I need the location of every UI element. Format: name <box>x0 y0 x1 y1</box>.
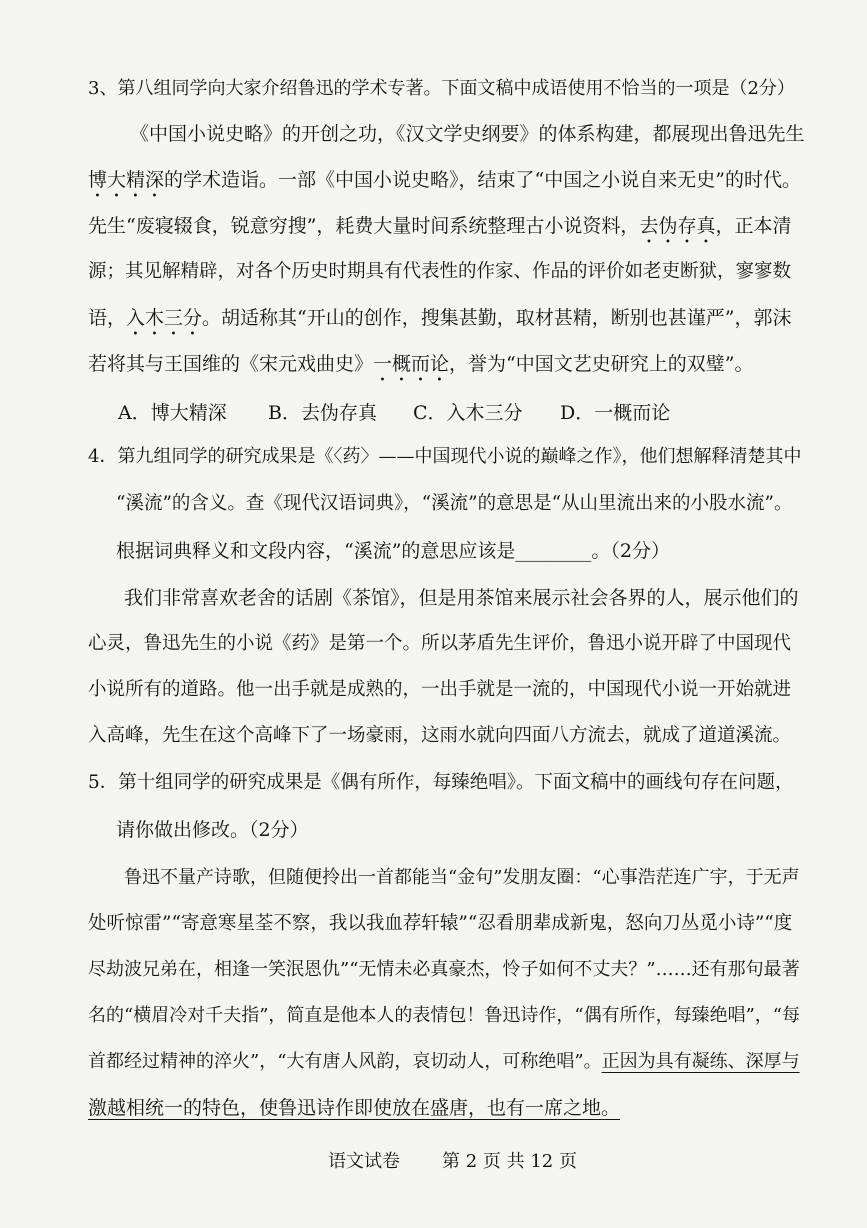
underlined-sentence-part-2: 激越相统一的特色，使鲁迅诗作即使放在盛唐，也有一席之地。 <box>88 1097 621 1119</box>
q5-stem-line-2: 请你做出修改。（2分） <box>116 819 309 841</box>
q3-passage-line-1: 《中国小说史略》的开创之功，《汉文学史纲要》的体系构建，都展现出鲁迅先生 <box>130 123 805 145</box>
q5-stem-line-1: 5．第十组同学的研究成果是《偶有所作，每臻绝唱》。下面文稿中的画线句存在问题， <box>88 772 794 793</box>
q3-option-a[interactable]: A．博大精深 <box>118 402 227 424</box>
underlined-sentence-part-1: 正因为具有凝练、深厚与 <box>601 1051 800 1072</box>
q4-passage-line-1: 我们非常喜欢老舍的话剧《茶馆》，但是用茶馆来展示社会各界的人，展示他们的 <box>124 587 799 609</box>
q3-option-c[interactable]: C．入木三分 <box>413 402 523 424</box>
q3-option-b[interactable]: B．去伪存真 <box>268 402 377 424</box>
q5-passage-line-3: 尽劫波兄弟在，相逢一笑泯恩仇”“无情未必真豪杰，怜子如何不丈夫？”……还有那句最著 <box>88 959 800 980</box>
q4-passage-line-3: 小说所有的道路。他一出手就是成熟的，一出手就是一流的，中国现代小说一开始就进 <box>88 679 792 700</box>
footer-page-number: 第 2 页 共 12 页 <box>442 1151 577 1172</box>
q4-stem-line-2: “溪流”的含义。查《现代汉语词典》，“溪流”的意思是“从山里流出来的小股水流”。 <box>116 493 793 514</box>
idiom-yigaierlun: 一概而论 <box>373 353 450 375</box>
q3-stem: 3、第八组同学向大家介绍鲁迅的学术专著。下面文稿中成语使用不恰当的一项是（2分） <box>88 78 795 99</box>
q3-passage-line-2: 博大精深的学术造诣。一部《中国小说史略》，结束了“中国之小说自来无史”的时代。 <box>88 169 801 191</box>
q3-passage-line-5: 语，入木三分。胡适称其“开山的创作，搜集甚勤，取材甚精，断别也甚谨严”，郭沫 <box>88 307 792 329</box>
q5-passage-line-4: 名的“横眉冷对千夫指”，简直是他本人的表情包！鲁迅诗作，“偶有所作，每臻绝唱”，“每 <box>88 1005 801 1026</box>
idiom-bodajingshen: 博大精深 <box>88 169 165 191</box>
q4-stem-line-3: 根据词典释义和文段内容，“溪流”的意思应该是________。（2分） <box>116 540 671 562</box>
q4-stem-line-1: 4．第九组同学的研究成果是《〈药〉——中国现代小说的巅峰之作》，他们想解释清楚其中 <box>88 446 802 467</box>
idiom-rumusanfen: 入木三分 <box>126 307 203 329</box>
q4-passage-line-4: 入高峰，先生在这个高峰下了一场豪雨，这雨水就向四面八方流去，就成了道道溪流。 <box>88 725 792 746</box>
page-footer <box>328 1147 619 1173</box>
q5-passage-line-1: 鲁迅不量产诗歌，但随便拎出一首都能当“金句”发朋友圈：“心事浩茫连广宇，于无声 <box>124 867 800 888</box>
q5-passage-line-5: 首都经过精神的淬火”，“大有唐人风韵，哀切动人，可称绝唱”。正因为具有凝练、深厚与 <box>88 1051 800 1072</box>
q3-passage-line-6: 若将其与王国维的《宋元戏曲史》一概而论，誉为“中国文艺史研究上的双璧”。 <box>88 353 754 375</box>
q5-passage-line-6 <box>88 1095 620 1121</box>
q4-passage-line-2: 心灵，鲁迅先生的小说《药》是第一个。所以茅盾先生评价，鲁迅小说开辟了中国现代 <box>88 633 792 654</box>
footer-subject: 语文试卷 <box>328 1151 400 1172</box>
q3-passage-line-3: 先生“废寝辍食，锐意穷搜”，耗费大量时间系统整理古小说资料，去伪存真，正本清 <box>88 215 792 237</box>
q3-passage-line-4: 源；其见解精辟，对各个历史时期具有代表性的作家、作品的评价如老吏断狱，寥寥数 <box>88 261 792 282</box>
q3-option-d[interactable]: D．一概而论 <box>560 402 671 424</box>
q5-passage-line-2: 处听惊雷”“寄意寒星荃不察，我以我血荐轩辕”“忍看朋辈成新鬼，怒向刀丛觅小诗”“度 <box>88 913 793 934</box>
idiom-quweicunzhen: 去伪存真 <box>639 215 716 237</box>
